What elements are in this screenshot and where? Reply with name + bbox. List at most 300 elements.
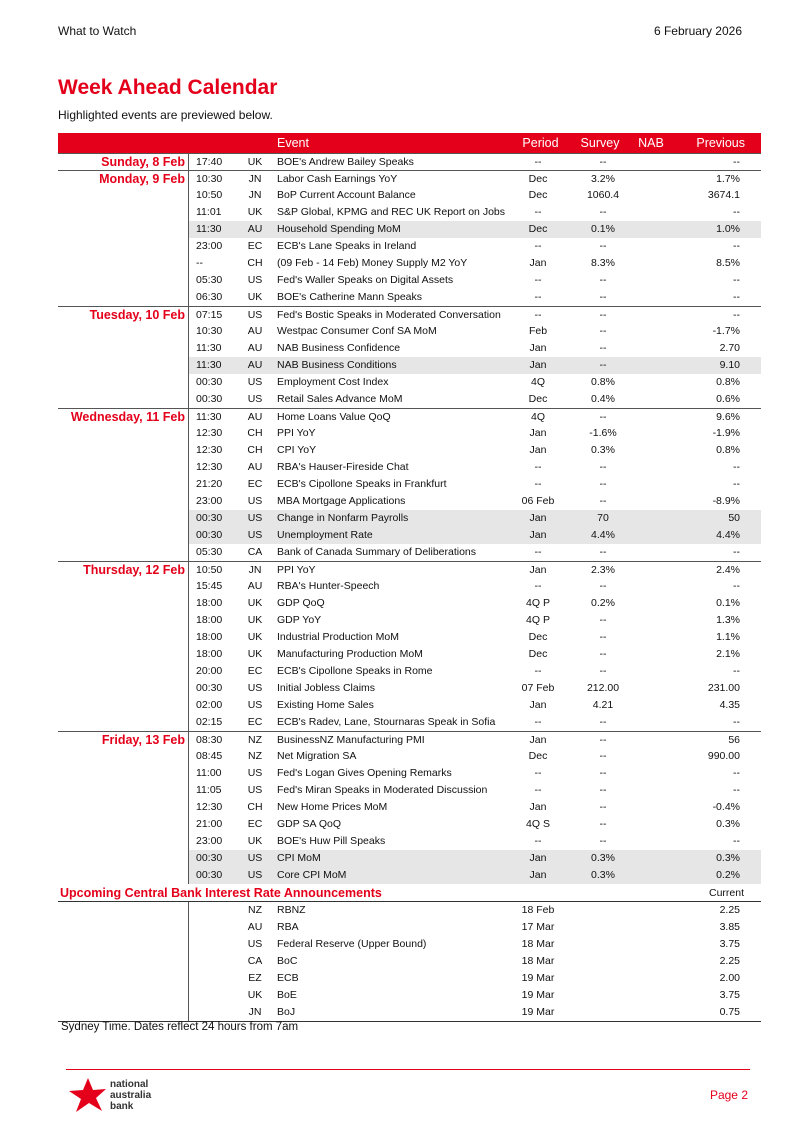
period-cell: Jan <box>529 564 547 576</box>
table-row <box>58 867 761 884</box>
cb-country-cell: UK <box>247 989 263 1001</box>
cb-date-cell: 18 Feb <box>521 904 555 916</box>
previous-cell: 0.1% <box>716 597 740 609</box>
time-cell: 12:30 <box>196 801 223 813</box>
survey-cell: -- <box>599 206 607 218</box>
time-cell: 18:00 <box>196 614 223 626</box>
table-row <box>58 680 761 697</box>
cb-country-cell: NZ <box>248 904 262 916</box>
survey-cell: 0.8% <box>591 376 615 388</box>
cb-country-cell: CA <box>247 955 263 967</box>
cb-date-cell: 18 Mar <box>521 938 555 950</box>
time-cell: 06:30 <box>196 291 223 303</box>
previous-cell: 990.00 <box>707 750 740 762</box>
country-cell: JN <box>248 189 262 201</box>
previous-cell: 0.6% <box>716 393 740 405</box>
day-label-cell: Monday, 9 Feb <box>99 172 185 186</box>
event-name-cell: BOE's Huw Pill Speaks <box>277 835 386 847</box>
survey-cell: 0.4% <box>591 393 615 405</box>
event-name-cell: NAB Business Conditions <box>277 359 397 371</box>
country-cell: AU <box>247 580 263 592</box>
survey-cell: -- <box>599 580 607 592</box>
period-cell: -- <box>534 665 542 677</box>
cb-date-cell: 19 Mar <box>521 972 555 984</box>
previous-cell: -- <box>733 835 740 847</box>
period-cell: -- <box>534 274 542 286</box>
time-cell: 05:30 <box>196 546 223 558</box>
cb-current-cell: 3.75 <box>719 938 740 950</box>
period-cell: Dec <box>528 189 548 201</box>
table-row <box>58 323 761 340</box>
period-cell: 4Q S <box>526 818 550 830</box>
event-name-cell: Fed's Bostic Speaks in Moderated Conversation <box>277 309 501 321</box>
country-cell: CH <box>247 427 263 439</box>
event-name-cell: Fed's Miran Speaks in Moderated Discussion <box>277 784 488 796</box>
previous-cell: 8.5% <box>716 257 740 269</box>
event-name-cell: Fed's Waller Speaks on Digital Assets <box>277 274 454 286</box>
survey-cell: 0.3% <box>591 869 615 881</box>
survey-cell: -- <box>599 648 607 660</box>
time-cell: 20:00 <box>196 665 223 677</box>
survey-cell: 4.21 <box>592 699 614 711</box>
survey-cell: -- <box>599 411 607 423</box>
survey-cell: 3.2% <box>591 173 615 185</box>
survey-cell: -1.6% <box>589 427 617 439</box>
period-cell: -- <box>534 767 542 779</box>
time-cell: 12:30 <box>196 427 223 439</box>
footnote: Sydney Time. Dates reflect 24 hours from 7am <box>61 1021 299 1033</box>
time-cell: 00:30 <box>196 852 223 864</box>
logo-wordmark <box>110 1079 151 1112</box>
cb-current-cell: 2.25 <box>719 904 740 916</box>
table-row <box>58 629 761 646</box>
period-cell: -- <box>534 240 542 252</box>
table-row <box>58 221 761 238</box>
period-cell: -- <box>534 309 542 321</box>
cb-bank-cell: ECB <box>277 972 299 984</box>
country-cell: AU <box>247 342 263 354</box>
event-name-cell: RBA's Hunter-Speech <box>277 580 380 592</box>
event-name-cell: Core CPI MoM <box>277 869 347 881</box>
time-cell: 10:30 <box>196 325 223 337</box>
period-cell: -- <box>534 835 542 847</box>
period-cell: Feb <box>528 325 548 337</box>
cb-date-cell: 19 Mar <box>521 989 555 1001</box>
survey-cell: 2.3% <box>591 564 615 576</box>
event-name-cell: PPI YoY <box>277 564 316 576</box>
country-cell: EC <box>247 478 263 490</box>
event-name-cell: CPI MoM <box>277 852 321 864</box>
time-cell: 21:00 <box>196 818 223 830</box>
table-row <box>58 765 761 782</box>
event-name-cell: Employment Cost Index <box>277 376 389 388</box>
previous-cell: 0.8% <box>716 376 740 388</box>
table-row <box>58 816 761 833</box>
logo-line-national: national <box>110 1079 149 1090</box>
event-name-cell: Labor Cash Earnings YoY <box>277 173 398 185</box>
period-cell: Dec <box>528 631 548 643</box>
table-row <box>58 578 761 595</box>
cb-date-cell: 19 Mar <box>521 1006 555 1018</box>
central-bank-row <box>58 953 761 970</box>
country-cell: US <box>247 784 263 796</box>
period-cell: -- <box>534 461 542 473</box>
event-name-cell: ECB's Lane Speaks in Ireland <box>277 240 417 252</box>
previous-cell: -- <box>733 478 740 490</box>
cb-current-cell: 0.75 <box>719 1006 740 1018</box>
country-cell: AU <box>247 461 263 473</box>
table-row <box>58 731 761 748</box>
survey-cell: 212.00 <box>586 682 620 694</box>
previous-cell: -1.7% <box>712 325 740 337</box>
page-number: Page 2 <box>709 1088 748 1102</box>
previous-cell: 231.00 <box>707 682 740 694</box>
country-cell: US <box>247 495 263 507</box>
survey-cell: -- <box>599 156 607 168</box>
previous-cell: 4.35 <box>719 699 740 711</box>
time-cell: 11:30 <box>196 342 222 354</box>
survey-cell: -- <box>599 818 607 830</box>
event-name-cell: BoP Current Account Balance <box>277 189 416 201</box>
country-cell: UK <box>247 648 263 660</box>
central-bank-header <box>58 884 761 902</box>
cb-country-cell: US <box>247 938 263 950</box>
cb-bank-cell: RBNZ <box>277 904 306 916</box>
country-cell: US <box>247 869 263 881</box>
time-cell: 17:40 <box>196 156 223 168</box>
survey-cell: 4.4% <box>591 529 615 541</box>
period-cell: Jan <box>529 342 547 354</box>
previous-cell: -- <box>733 274 740 286</box>
country-cell: US <box>247 699 263 711</box>
central-bank-row <box>58 919 761 936</box>
survey-cell: 1060.4 <box>586 189 620 201</box>
previous-cell: 0.8% <box>716 444 740 456</box>
footer-divider <box>66 1069 750 1070</box>
table-row <box>58 527 761 544</box>
previous-cell: 3674.1 <box>707 189 740 201</box>
time-cell: 11:01 <box>196 206 222 218</box>
event-name-cell: GDP SA QoQ <box>277 818 341 830</box>
country-cell: UK <box>247 206 263 218</box>
survey-cell: -- <box>599 614 607 626</box>
previous-cell: 4.4% <box>716 529 740 541</box>
event-name-cell: S&P Global, KPMG and REC UK Report on Jobs <box>277 206 505 218</box>
cb-current-cell: 3.75 <box>719 989 740 1001</box>
time-cell: 00:30 <box>196 529 223 541</box>
day-label-cell: Wednesday, 11 Feb <box>70 410 185 424</box>
period-cell: -- <box>534 478 542 490</box>
previous-cell: 1.3% <box>716 614 740 626</box>
country-cell: UK <box>247 291 263 303</box>
previous-cell: -- <box>733 767 740 779</box>
country-cell: CA <box>247 546 263 558</box>
time-cell: 10:30 <box>196 173 223 185</box>
time-cell: 21:20 <box>196 478 223 490</box>
survey-cell: -- <box>599 325 607 337</box>
table-row <box>58 204 761 221</box>
survey-cell: -- <box>599 291 607 303</box>
cb-current-cell: 2.25 <box>719 955 740 967</box>
country-cell: EC <box>247 240 263 252</box>
previous-cell: -- <box>733 206 740 218</box>
time-cell: 23:00 <box>196 495 223 507</box>
central-bank-row <box>58 902 761 919</box>
time-cell: 11:05 <box>196 784 222 796</box>
period-cell: -- <box>534 784 542 796</box>
table-row <box>58 340 761 357</box>
table-row <box>58 442 761 459</box>
previous-cell: -- <box>733 309 740 321</box>
table-row <box>58 306 761 323</box>
table-row <box>58 255 761 272</box>
time-cell: 11:30 <box>196 223 222 235</box>
table-row <box>58 153 761 170</box>
period-cell: -- <box>534 580 542 592</box>
table-row <box>58 663 761 680</box>
previous-cell: -- <box>733 291 740 303</box>
time-cell: 18:00 <box>196 648 223 660</box>
table-row <box>58 187 761 204</box>
week-ahead-calendar-table <box>58 133 761 1022</box>
period-cell: 4Q P <box>526 614 550 626</box>
period-cell: Jan <box>529 359 547 371</box>
country-cell: NZ <box>248 750 262 762</box>
table-header-row <box>58 133 761 153</box>
time-cell: 02:00 <box>196 699 223 711</box>
country-cell: UK <box>247 631 263 643</box>
event-name-cell: Retail Sales Advance MoM <box>277 393 403 405</box>
previous-cell: 1.7% <box>716 173 740 185</box>
table-row <box>58 510 761 527</box>
previous-cell: -0.4% <box>712 801 740 813</box>
column-header-event: Event <box>277 136 309 150</box>
period-cell: Jan <box>529 734 547 746</box>
survey-cell: -- <box>599 801 607 813</box>
central-bank-row <box>58 1004 761 1021</box>
central-bank-row <box>58 987 761 1004</box>
period-cell: Dec <box>528 173 548 185</box>
day-column-divider <box>188 153 189 884</box>
survey-cell: -- <box>599 631 607 643</box>
table-row <box>58 544 761 561</box>
central-bank-title: Upcoming Central Bank Interest Rate Announcements <box>60 886 382 900</box>
period-cell: Jan <box>529 869 547 881</box>
survey-cell: -- <box>599 716 607 728</box>
period-cell: Dec <box>528 750 548 762</box>
previous-cell: 1.0% <box>716 223 740 235</box>
event-name-cell: Home Loans Value QoQ <box>277 411 391 423</box>
country-cell: UK <box>247 156 263 168</box>
previous-cell: -- <box>733 240 740 252</box>
survey-cell: -- <box>599 240 607 252</box>
previous-cell: 0.2% <box>716 869 740 881</box>
time-cell: 11:30 <box>196 411 222 423</box>
period-cell: 06 Feb <box>521 495 555 507</box>
previous-cell: 9.10 <box>719 359 740 371</box>
central-bank-current-label: Current <box>708 887 744 899</box>
country-cell: EC <box>247 818 263 830</box>
time-cell: 00:30 <box>196 869 223 881</box>
time-cell: 23:00 <box>196 240 223 252</box>
country-cell: EC <box>247 665 263 677</box>
period-cell: Jan <box>529 852 547 864</box>
previous-cell: -- <box>733 156 740 168</box>
time-cell: 18:00 <box>196 631 223 643</box>
survey-cell: -- <box>599 835 607 847</box>
cb-bank-cell: BoE <box>277 989 297 1001</box>
event-name-cell: Westpac Consumer Conf SA MoM <box>277 325 437 337</box>
previous-cell: 56 <box>728 734 740 746</box>
period-cell: -- <box>534 716 542 728</box>
event-name-cell: RBA's Hauser-Fireside Chat <box>277 461 409 473</box>
survey-cell: 8.3% <box>591 257 615 269</box>
country-cell: US <box>247 309 263 321</box>
logo-line-bank: bank <box>110 1101 134 1112</box>
cb-date-cell: 18 Mar <box>521 955 555 967</box>
country-cell: EC <box>247 716 263 728</box>
survey-cell: -- <box>599 495 607 507</box>
period-cell: 4Q <box>530 411 545 423</box>
previous-cell: -8.9% <box>712 495 740 507</box>
country-cell: US <box>247 767 263 779</box>
period-cell: Jan <box>529 512 547 524</box>
period-cell: -- <box>534 291 542 303</box>
survey-cell: -- <box>599 359 607 371</box>
event-name-cell: Manufacturing Production MoM <box>277 648 423 660</box>
table-row <box>58 782 761 799</box>
survey-cell: -- <box>599 478 607 490</box>
event-name-cell: Existing Home Sales <box>277 699 374 711</box>
survey-cell: -- <box>599 767 607 779</box>
previous-cell: -1.9% <box>712 427 740 439</box>
previous-cell: -- <box>733 546 740 558</box>
country-cell: JN <box>248 564 262 576</box>
time-cell: 18:00 <box>196 597 223 609</box>
event-name-cell: BOE's Catherine Mann Speaks <box>277 291 422 303</box>
page-subtitle: Highlighted events are previewed below. <box>58 108 273 122</box>
country-cell: AU <box>247 223 263 235</box>
previous-cell: -- <box>733 665 740 677</box>
day-label-cell: Thursday, 12 Feb <box>83 563 185 577</box>
previous-cell: 2.70 <box>719 342 740 354</box>
survey-cell: -- <box>599 309 607 321</box>
time-cell: 11:30 <box>196 359 222 371</box>
cb-bank-cell: RBA <box>277 921 299 933</box>
period-cell: Jan <box>529 444 547 456</box>
cb-country-cell: AU <box>247 921 263 933</box>
survey-cell: 0.2% <box>591 597 615 609</box>
time-cell: 08:45 <box>196 750 223 762</box>
time-cell: 05:30 <box>196 274 223 286</box>
time-cell: 00:30 <box>196 512 223 524</box>
period-cell: -- <box>534 156 542 168</box>
country-cell: US <box>247 274 263 286</box>
table-row <box>58 459 761 476</box>
event-name-cell: Fed's Logan Gives Opening Remarks <box>277 767 452 779</box>
previous-cell: -- <box>733 716 740 728</box>
document-header-left: What to Watch <box>58 24 137 38</box>
period-cell: 07 Feb <box>521 682 555 694</box>
period-cell: Dec <box>528 648 548 660</box>
table-row <box>58 748 761 765</box>
previous-cell: 1.1% <box>716 631 740 643</box>
event-name-cell: PPI YoY <box>277 427 316 439</box>
time-cell: 00:30 <box>196 376 223 388</box>
country-cell: US <box>247 376 263 388</box>
country-cell: AU <box>247 325 263 337</box>
country-cell: UK <box>247 597 263 609</box>
table-row <box>58 272 761 289</box>
central-bank-body <box>58 902 761 1022</box>
survey-cell: -- <box>599 342 607 354</box>
table-row <box>58 476 761 493</box>
event-name-cell: CPI YoY <box>277 444 317 456</box>
time-cell: 02:15 <box>196 716 223 728</box>
time-cell: 10:50 <box>196 564 223 576</box>
event-name-cell: BOE's Andrew Bailey Speaks <box>277 156 414 168</box>
table-row <box>58 170 761 187</box>
event-name-cell: GDP YoY <box>277 614 322 626</box>
calendar-body <box>58 153 761 884</box>
event-name-cell: New Home Prices MoM <box>277 801 388 813</box>
previous-cell: 0.3% <box>716 852 740 864</box>
day-label-cell: Sunday, 8 Feb <box>101 155 185 169</box>
survey-cell: -- <box>599 274 607 286</box>
period-cell: Jan <box>529 801 547 813</box>
event-name-cell: MBA Mortgage Applications <box>277 495 406 507</box>
country-cell: AU <box>247 359 263 371</box>
table-row <box>58 595 761 612</box>
time-cell: 12:30 <box>196 444 223 456</box>
cb-country-cell: JN <box>248 1006 262 1018</box>
event-name-cell: Industrial Production MoM <box>277 631 399 643</box>
table-row <box>58 612 761 629</box>
event-name-cell: BusinessNZ Manufacturing PMI <box>277 734 425 746</box>
country-cell: CH <box>247 444 263 456</box>
time-cell: 15:45 <box>196 580 223 592</box>
survey-cell: 0.3% <box>591 852 615 864</box>
event-name-cell: NAB Business Confidence <box>277 342 401 354</box>
country-cell: AU <box>247 411 263 423</box>
cb-current-cell: 3.85 <box>719 921 740 933</box>
period-cell: -- <box>534 206 542 218</box>
country-cell: US <box>247 682 263 694</box>
country-cell: US <box>247 393 263 405</box>
survey-cell: 70 <box>597 512 609 524</box>
period-cell: Dec <box>528 223 548 235</box>
period-cell: 4Q P <box>526 597 550 609</box>
column-header-survey: Survey <box>580 136 620 150</box>
event-name-cell: Household Spending MoM <box>277 223 401 235</box>
time-cell: 08:30 <box>196 734 223 746</box>
previous-cell: -- <box>733 461 740 473</box>
period-cell: Jan <box>529 257 547 269</box>
table-row <box>58 646 761 663</box>
previous-cell: -- <box>733 580 740 592</box>
cb-bank-cell: Federal Reserve (Upper Bound) <box>277 938 427 950</box>
survey-cell: 0.3% <box>591 444 615 456</box>
cb-date-cell: 17 Mar <box>521 921 555 933</box>
country-cell: CH <box>247 257 263 269</box>
survey-cell: -- <box>599 546 607 558</box>
cb-current-cell: 2.00 <box>719 972 740 984</box>
event-name-cell: GDP QoQ <box>277 597 325 609</box>
event-name-cell: Initial Jobless Claims <box>277 682 376 694</box>
country-cell: US <box>247 852 263 864</box>
table-row <box>58 408 761 425</box>
logo-line-australia: australia <box>110 1090 152 1101</box>
